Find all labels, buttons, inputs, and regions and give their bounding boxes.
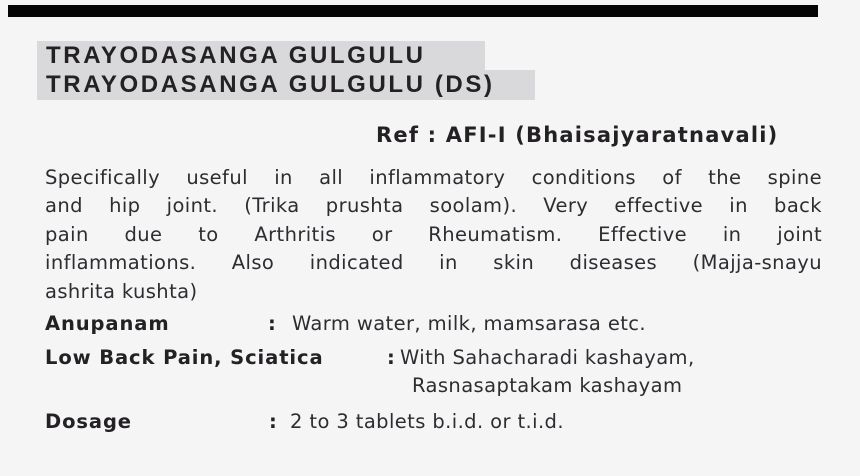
detail-label-low-back-pain: Low Back Pain, Sciatica (45, 346, 324, 369)
detail-row-anupanam (45, 310, 845, 338)
detail-value2-low-back-pain: Rasnasaptakam kashayam (412, 374, 683, 397)
product-title-ds: TRAYODASANGA GULGULU (DS) (37, 70, 535, 100)
detail-colon: : (387, 346, 395, 369)
description-line: ashrita kushta) (45, 279, 198, 303)
detail-colon: : (268, 312, 276, 335)
description-line: pain due to Arthritis or Rheumatism. Effective in joint (45, 222, 822, 246)
detail-value-low-back-pain: With Sahacharadi kashayam, (400, 346, 695, 369)
detail-row-low-back-pain (45, 344, 845, 397)
description-line: Specifically useful in all inflammatory conditions of the spine (45, 166, 822, 189)
description-paragraph (45, 164, 822, 306)
detail-value-dosage: 2 to 3 tablets b.i.d. or t.i.d. (290, 410, 564, 433)
reference-line: Ref : AFI-I (Bhaisajyaratnavali) (376, 123, 779, 147)
detail-label-anupanam: Anupanam (45, 312, 170, 335)
top-divider-bar (8, 5, 818, 17)
detail-row-dosage (45, 408, 845, 436)
product-title: TRAYODASANGA GULGULU (37, 41, 485, 70)
description-line: inflammations. Also indicated in skin diseases (Majja-snayu (45, 251, 822, 275)
detail-label-dosage: Dosage (45, 410, 132, 433)
description-line: and hip joint. (Trika prushta soolam). Very effective in back (45, 194, 822, 218)
detail-colon: : (269, 410, 277, 433)
detail-value-anupanam: Warm water, milk, mamsarasa etc. (292, 312, 647, 335)
